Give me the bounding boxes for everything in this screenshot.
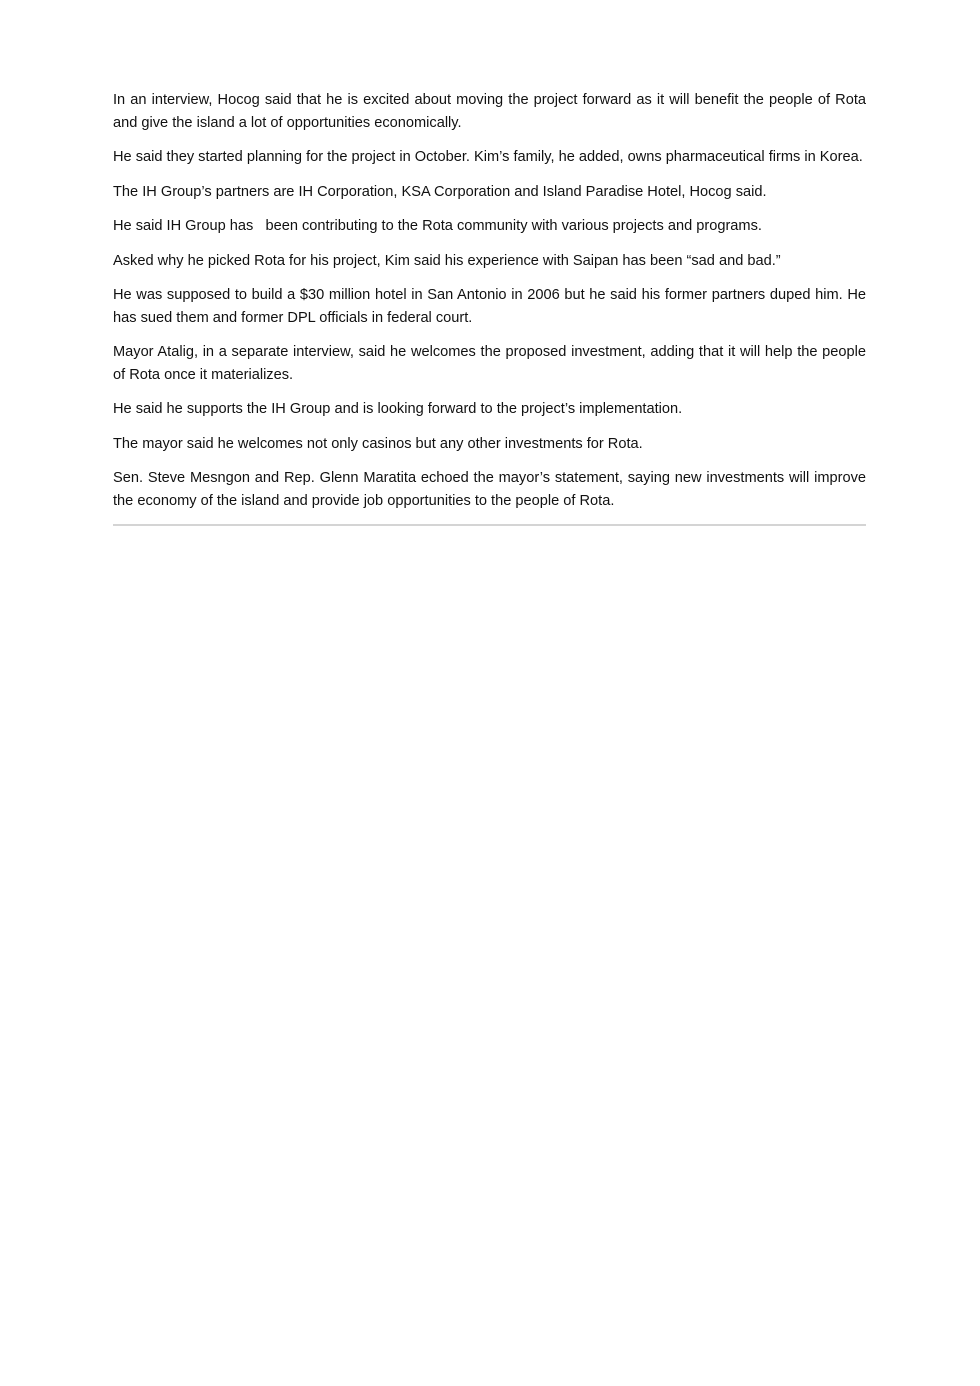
paragraph-6: He was supposed to build a $30 million hotel in San Antonio in 2006 but he said his former partners duped him. He has sued them and former DPL officials in federal court. xyxy=(113,287,871,326)
paragraph-10: Sen. Steve Mesngon and Rep. Glenn Maratita echoed the mayor’s statement, saying new investments will improve the economy of the island and provide job opportunities to the people of Rota. xyxy=(113,470,871,509)
paragraph-3: The IH Group’s partners are IH Corporation, KSA Corporation and Island Paradise Hotel, Hocog said. xyxy=(113,183,767,200)
paragraph-4: He said IH Group has been contributing to the Rota community with various projects and programs. xyxy=(113,218,762,234)
paragraph-2: He said they started planning for the project in October. Kim’s family, he added, owns pharmaceutical firms in Korea. xyxy=(113,149,863,165)
paragraph-7: Mayor Atalig, in a separate interview, said he welcomes the proposed investment, adding that it will help the people of Rota once it materializes. xyxy=(113,344,871,383)
paragraph-5: Asked why he picked Rota for his project, Kim said his experience with Saipan has been “sad and bad.” xyxy=(113,252,781,269)
paragraph-9: The mayor said he welcomes not only casinos but any other investments for Rota. xyxy=(113,435,643,452)
article-divider xyxy=(113,524,866,526)
paragraph-8: He said he supports the IH Group and is looking forward to the project’s implementation. xyxy=(113,401,683,417)
paragraph-1: In an interview, Hocog said that he is excited about moving the project forward as it will benefit the people of Rota and give the island a lot of opportunities economically. xyxy=(113,92,871,131)
article-body xyxy=(113,89,871,526)
